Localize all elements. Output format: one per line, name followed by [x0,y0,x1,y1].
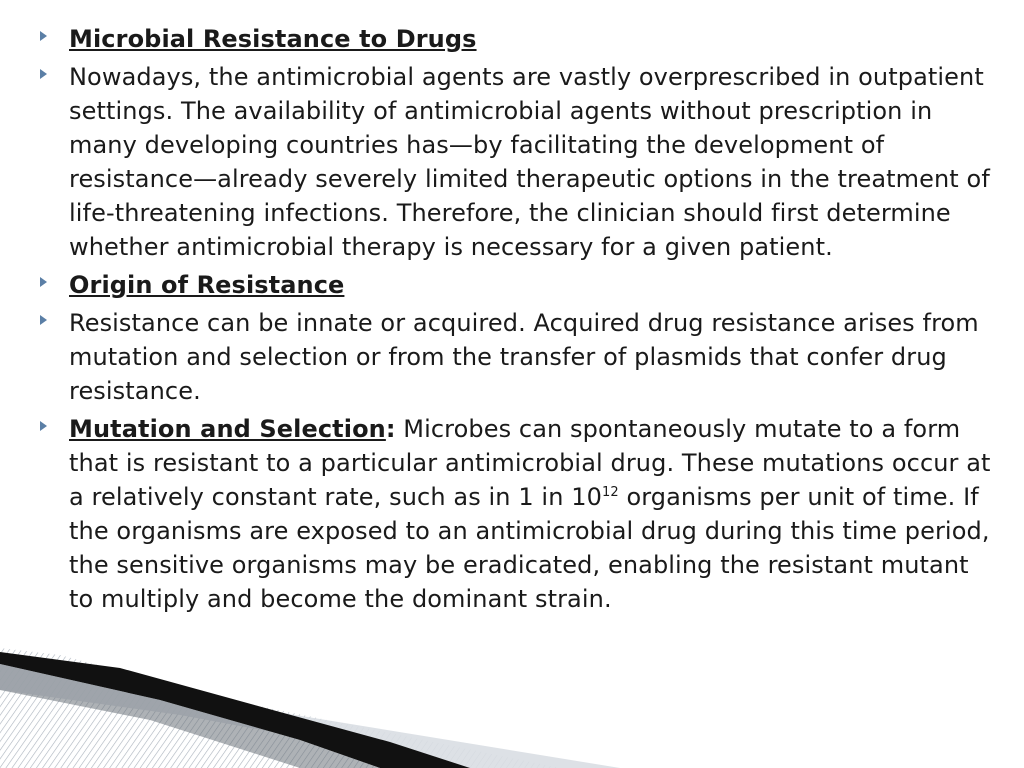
bullet-heading-microbial-resistance [40,22,1000,56]
term-text-after-exponent: organisms per unit of time. If the organisms are exposed to an antimicrobial drug during this time period, the sensitive organisms may be eradicated, enabling the resistant mutant to multiply and become the dominant strain. [69,483,990,613]
bullet-arrow-icon [40,277,47,287]
heading-text: Origin of Resistance [69,271,345,299]
term-label [69,415,396,443]
exponent: 12 [601,485,619,500]
bullet-arrow-icon [40,69,47,79]
term-colon: : [385,415,396,443]
paragraph-text: Resistance can be innate or acquired. Acquired drug resistance arises from mutation and selection or from the transfer of plasmids that confer drug resistance. [69,309,979,405]
slide-content [40,22,1000,620]
bullet-mutation-selection [40,412,1000,616]
bullet-list [40,22,1000,616]
heading-text: Microbial Resistance to Drugs [69,25,477,53]
term-name: Mutation and Selection [69,415,386,443]
bullet-arrow-icon [40,421,47,431]
bullet-arrow-icon [40,315,47,325]
bullet-paragraph-resistance-types [40,306,1000,408]
paragraph-text: Nowadays, the antimicrobial agents are vastly overprescribed in outpatient settings. The availability of antimicrobial agents without prescription in many developing countries has—by facilitating the development of resistance—already severely limited therapeutic options in the treatment of life-threatening infections. Therefore, the clinician should first determine whether antimicrobial therapy is necessary for a given patient. [69,63,990,261]
bullet-heading-origin [40,268,1000,302]
term-text-before-exponent: Microbes can spontaneously mutate to a form that is resistant to a particular antimicrobial drug. These mutations occur at a relatively constant rate, such as in 1 in 10 [69,415,991,511]
bullet-arrow-icon [40,31,47,41]
bullet-paragraph-overprescription [40,60,1000,264]
